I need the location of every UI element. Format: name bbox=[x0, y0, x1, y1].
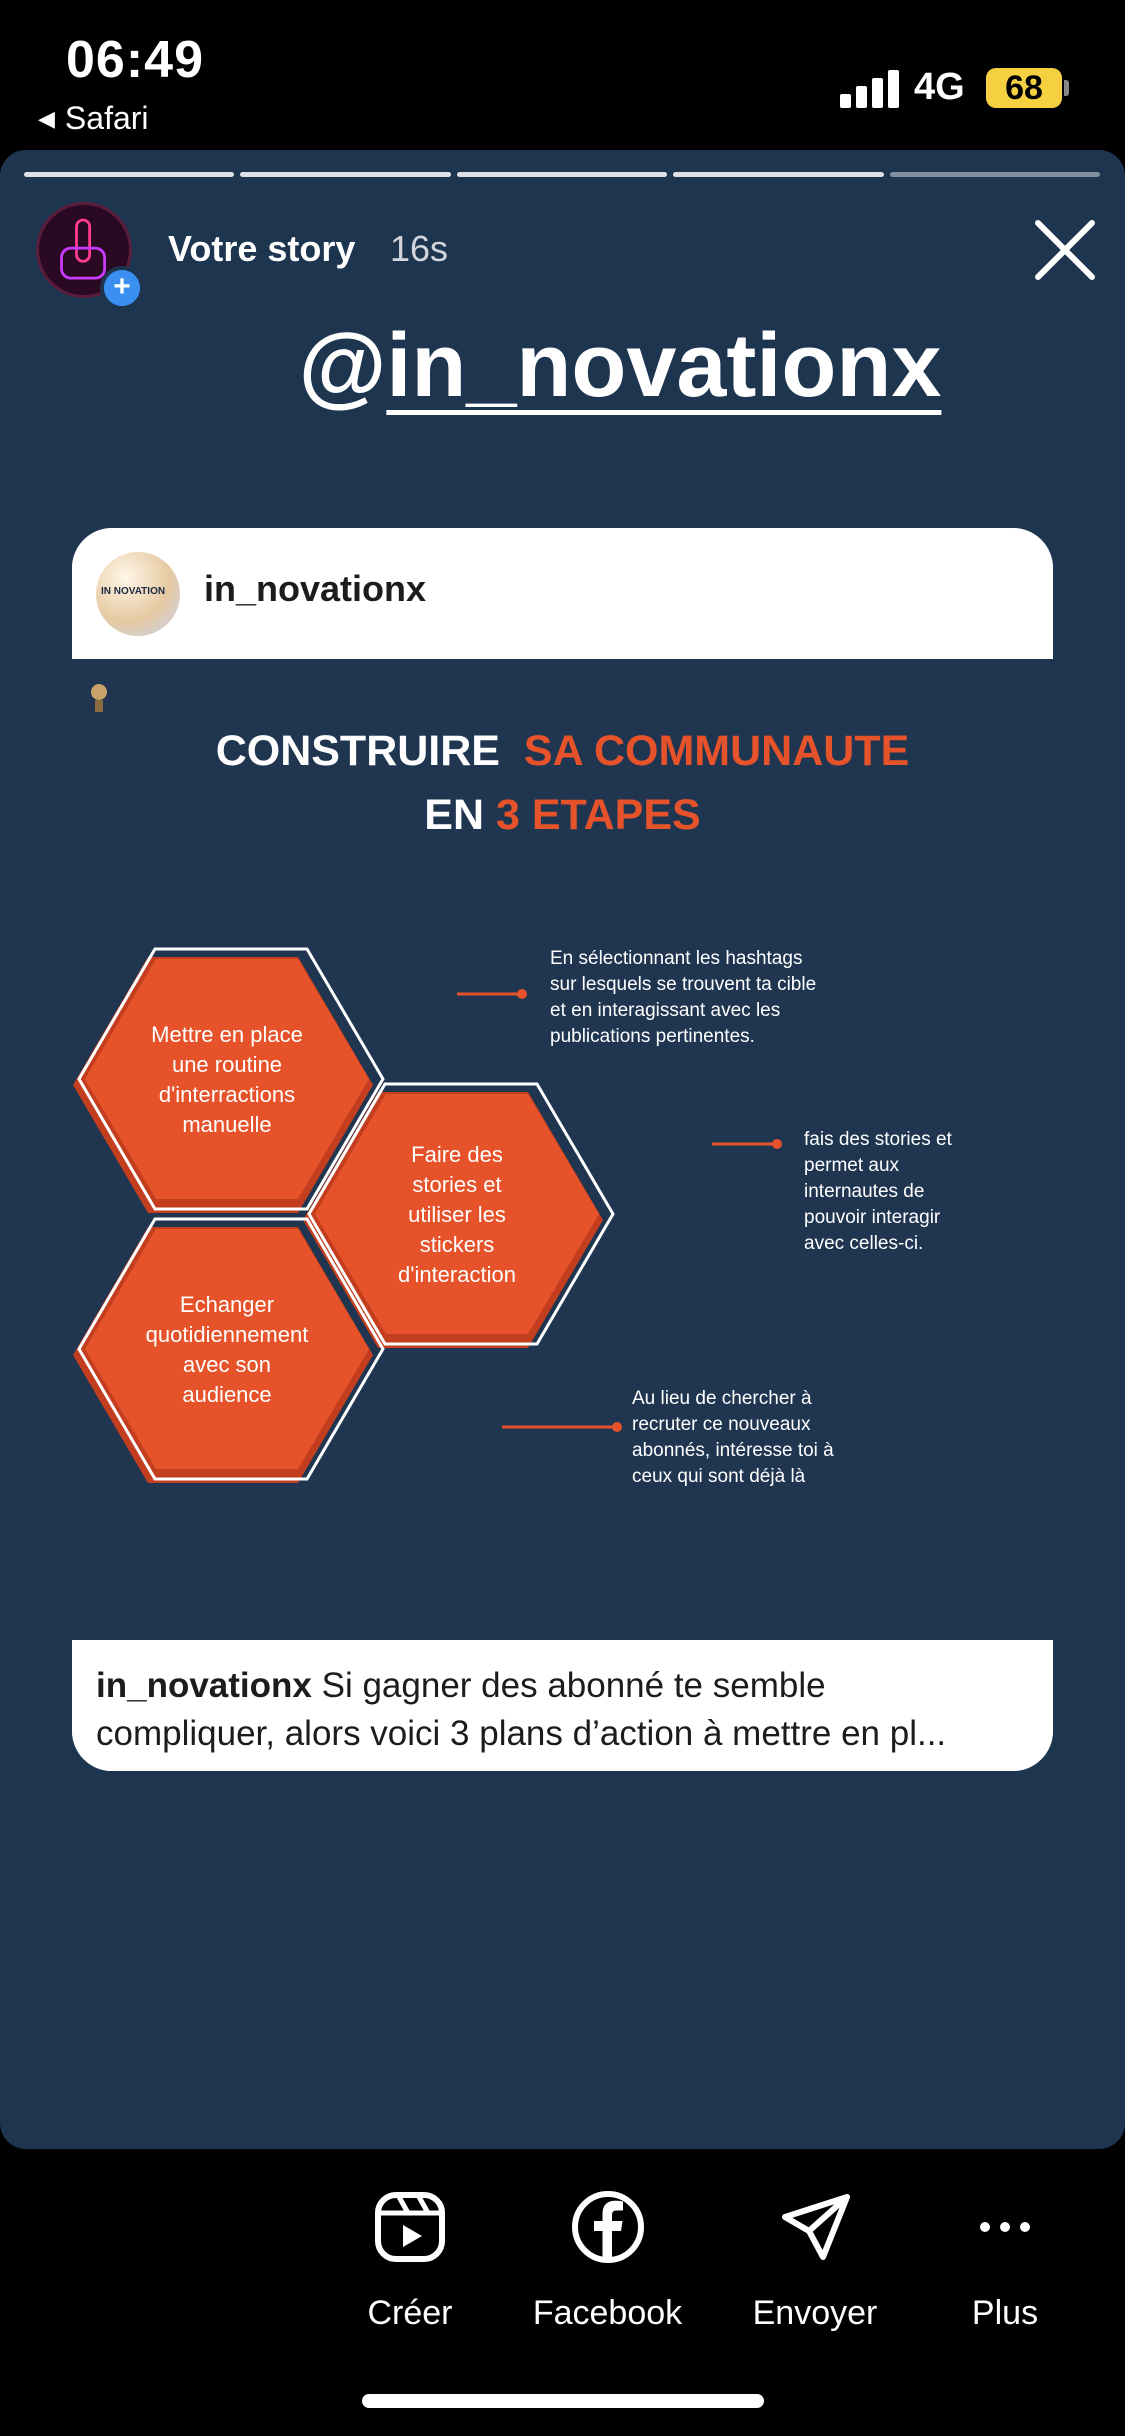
hexagon-label: audience bbox=[182, 1382, 272, 1407]
hexagon-label: utiliser les bbox=[408, 1202, 506, 1227]
title-line1-white: CONSTRUIRE bbox=[215, 727, 500, 775]
note-text: recruter ce nouveaux bbox=[632, 1414, 811, 1435]
hexagon-label: manuelle bbox=[182, 1112, 272, 1137]
progress-segment bbox=[240, 172, 450, 177]
hexagon-label: quotidiennement bbox=[145, 1322, 309, 1347]
progress-segment bbox=[673, 172, 883, 177]
hexagon-label: stories et bbox=[412, 1172, 502, 1197]
title-line2-white: EN bbox=[424, 791, 485, 839]
note-text: publications pertinentes. bbox=[550, 1026, 755, 1047]
hexagon-label: Faire des bbox=[411, 1142, 503, 1167]
post-image bbox=[72, 659, 1053, 1640]
progress-segment bbox=[24, 172, 234, 177]
signal-icon bbox=[840, 68, 900, 108]
mention-sticker[interactable] bbox=[0, 315, 1125, 418]
note-text: internautes de bbox=[804, 1181, 925, 1202]
note-text: En sélectionnant les hashtags bbox=[550, 948, 803, 969]
back-app-label: Safari bbox=[64, 100, 149, 136]
note-text: abonnés, intéresse toi à bbox=[632, 1440, 834, 1461]
facebook-icon bbox=[568, 2187, 648, 2267]
hexagon-label: avec son bbox=[182, 1352, 272, 1377]
mention-at: @ bbox=[298, 316, 387, 416]
connector-dot bbox=[517, 989, 527, 999]
progress-segment bbox=[457, 172, 667, 177]
hexagon-label: Mettre en place bbox=[151, 1022, 303, 1047]
battery-cap bbox=[1064, 80, 1069, 96]
connector-dot bbox=[612, 1422, 622, 1432]
create-button[interactable] bbox=[350, 2187, 470, 2333]
hexagon-label: d'interaction bbox=[398, 1262, 516, 1287]
post-username[interactable]: in_novationx bbox=[204, 568, 427, 609]
more-button[interactable] bbox=[955, 2187, 1055, 2333]
hexagon-diagram bbox=[72, 659, 1053, 1640]
caption-username: in_novationx bbox=[96, 1666, 312, 1705]
more-label: Plus bbox=[971, 2294, 1039, 2332]
note-text: Au lieu de chercher à bbox=[632, 1388, 812, 1409]
send-label: Envoyer bbox=[752, 2294, 878, 2332]
back-arrow-icon: ◀ bbox=[38, 105, 55, 131]
title-line1-orange: SA COMMUNAUTE bbox=[523, 727, 910, 775]
create-label: Créer bbox=[367, 2294, 453, 2332]
network-type: 4G bbox=[914, 66, 965, 108]
hexagon-label: stickers bbox=[419, 1232, 495, 1257]
facebook-button[interactable] bbox=[525, 2187, 690, 2333]
caption-text-line2: compliquer, alors voici 3 plans d’action à mettre en pl... bbox=[96, 1714, 947, 1753]
back-to-app-button[interactable] bbox=[38, 100, 149, 137]
close-icon[interactable] bbox=[1030, 215, 1100, 285]
story-user-label: Votre story bbox=[168, 228, 356, 269]
caption-text-line1: Si gagner des abonné te semble bbox=[321, 1666, 826, 1705]
reels-icon bbox=[370, 2187, 450, 2267]
send-button[interactable] bbox=[745, 2187, 885, 2333]
facebook-label: Facebook bbox=[532, 2294, 683, 2332]
more-icon bbox=[965, 2187, 1045, 2267]
title-line2-orange: 3 ETAPES bbox=[495, 791, 701, 839]
hexagon-label: d'interractions bbox=[158, 1082, 296, 1107]
post-avatar-logo: IN NOVATION bbox=[101, 586, 166, 597]
battery-icon: 68 bbox=[986, 68, 1062, 108]
story-progress-bar bbox=[24, 172, 1100, 177]
post-header bbox=[72, 528, 1053, 659]
note-text: fais des stories et bbox=[804, 1129, 952, 1150]
story-viewer[interactable] bbox=[0, 150, 1125, 2149]
share-actions-bar bbox=[0, 2149, 1125, 2436]
note-text: et en interagissant avec les bbox=[550, 1000, 781, 1021]
story-timestamp: 16s bbox=[390, 228, 449, 269]
hexagon-label: Echanger bbox=[179, 1292, 275, 1317]
mention-handle: in_novationx bbox=[386, 316, 942, 416]
clock: 06:49 bbox=[66, 31, 204, 89]
post-caption bbox=[72, 1640, 1053, 1771]
note-text: pouvoir interagir bbox=[804, 1207, 941, 1228]
status-bar bbox=[0, 0, 1125, 150]
shared-post-card[interactable] bbox=[72, 528, 1053, 1771]
home-indicator[interactable] bbox=[362, 2394, 764, 2408]
hexagon-label: une routine bbox=[171, 1052, 283, 1077]
note-text: sur lesquels se trouvent ta cible bbox=[550, 974, 817, 995]
send-icon bbox=[775, 2187, 855, 2267]
post-avatar bbox=[96, 552, 180, 636]
progress-segment-current bbox=[890, 172, 1100, 177]
note-text: ceux qui sont déjà là bbox=[632, 1466, 806, 1487]
note-text: permet aux bbox=[804, 1155, 900, 1176]
note-text: avec celles-ci. bbox=[804, 1233, 924, 1254]
connector-dot bbox=[772, 1139, 782, 1149]
add-story-icon[interactable]: + bbox=[100, 266, 144, 310]
